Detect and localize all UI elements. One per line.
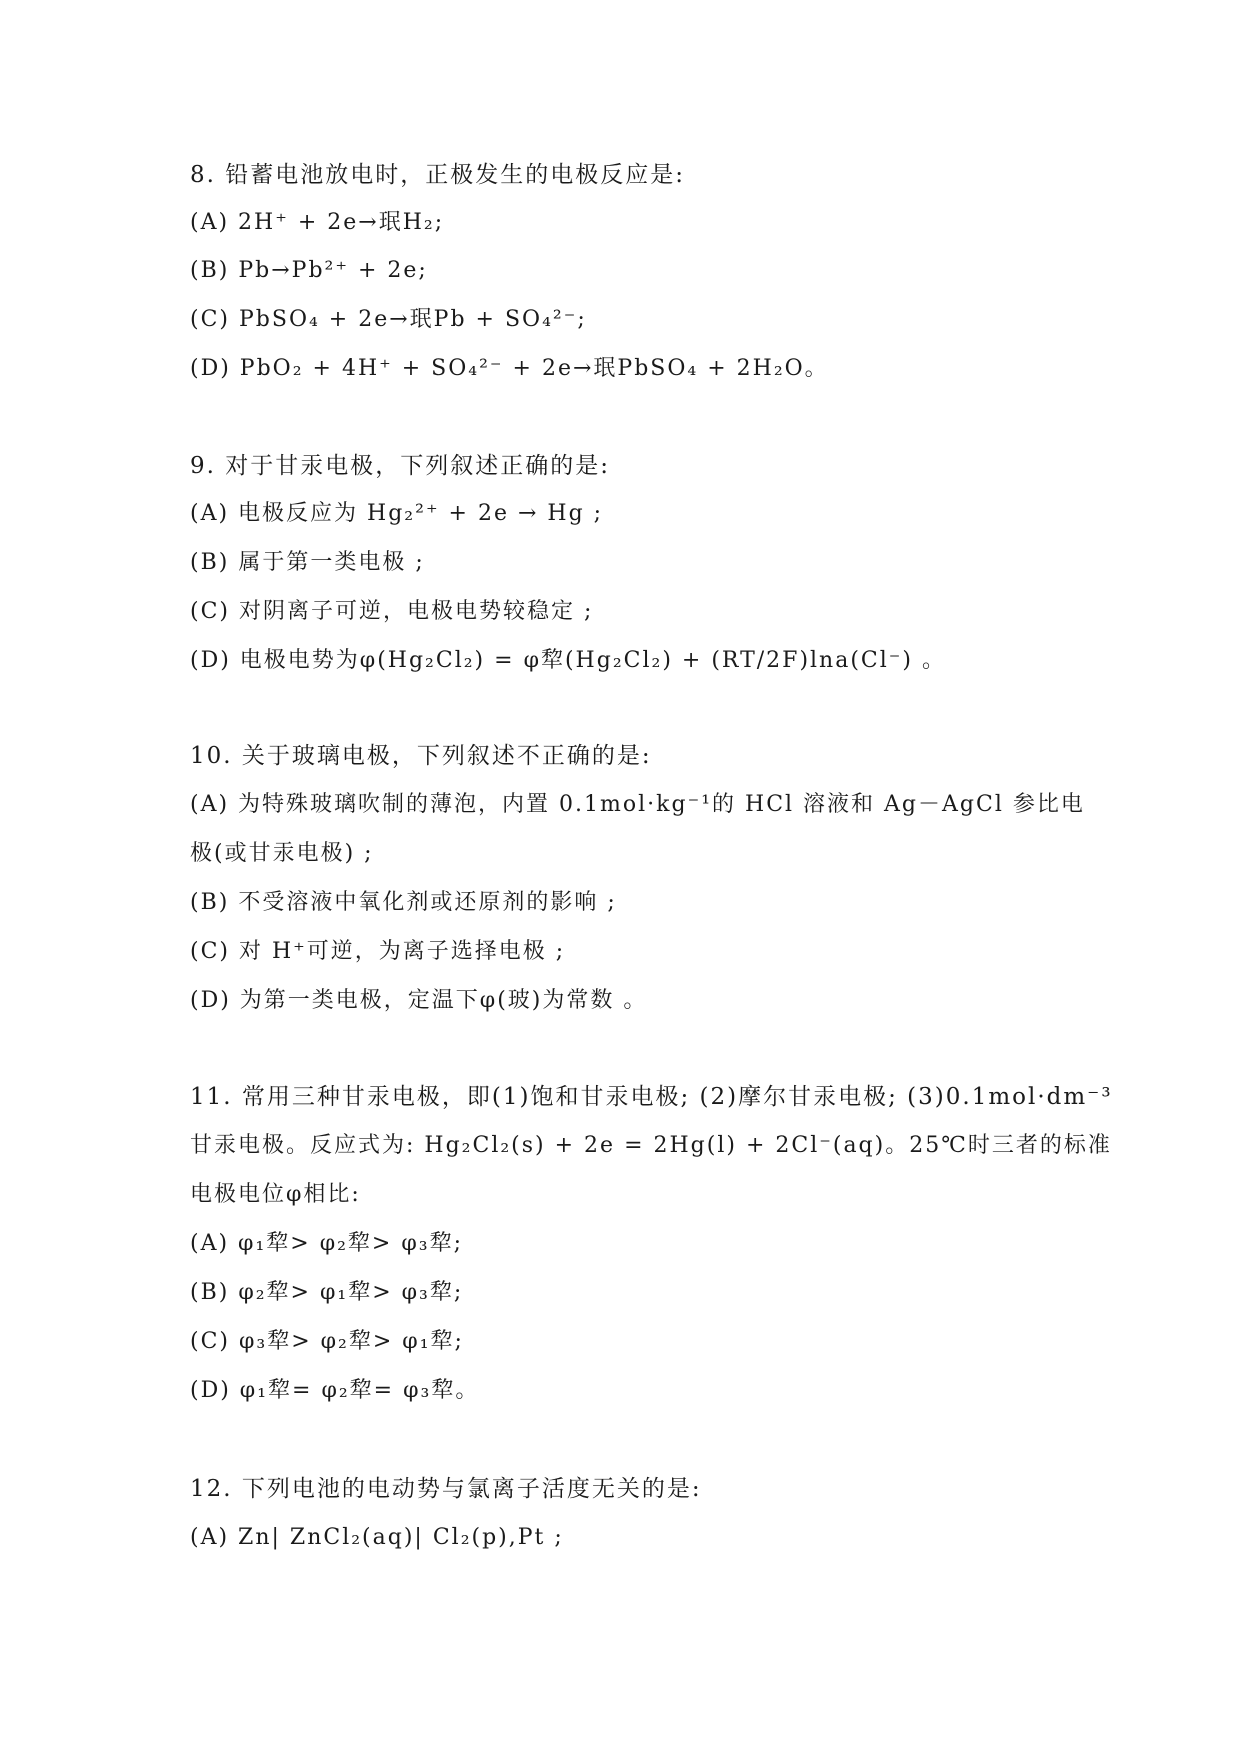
question-8-option-a: (A) 2H⁺ + 2e→珉H₂; (190, 210, 445, 235)
question-8-option-c: (C) PbSO₄ + 2e→珉Pb + SO₄²⁻; (190, 307, 587, 332)
question-9-option-d: (D) 电极电势为φ(Hg₂Cl₂) = φ犂(Hg₂Cl₂) + (RT/2F)lna(Cl⁻) 。 (190, 648, 946, 673)
question-9-stem: 9. 对于甘汞电极，下列叙述正确的是: (190, 453, 611, 479)
question-8-option-d: (D) PbO₂ + 4H⁺ + SO₄²⁻ + 2e→珉PbSO₄ + 2H₂O。 (190, 356, 829, 381)
question-10-option-b: (B) 不受溶液中氧化剂或还原剂的影响 ; (190, 890, 617, 915)
question-8-option-b: (B) Pb→Pb²⁺ + 2e; (190, 258, 428, 283)
question-11-option-d: (D) φ₁犂= φ₂犂= φ₃犂。 (190, 1378, 480, 1403)
question-10-option-d: (D) 为第一类电极，定温下φ(玻)为常数 。 (190, 988, 648, 1013)
question-11-stem-cont-2: 电极电位φ相比: (190, 1182, 361, 1207)
question-8-stem: 8. 铅蓄电池放电时，正极发生的电极反应是: (190, 162, 686, 188)
question-11-stem-cont-1: 甘汞电极。反应式为: Hg₂Cl₂(s) + 2e = 2Hg(l) + 2Cl⁻(aq)。25℃时三者的标准 (190, 1133, 1112, 1158)
question-11-stem: 11. 常用三种甘汞电极，即(1)饱和甘汞电极; (2)摩尔甘汞电极; (3)0.1mol·dm⁻³ (190, 1084, 1113, 1110)
question-9-option-a: (A) 电极反应为 Hg₂²⁺ + 2e → Hg ; (190, 501, 604, 526)
question-10-option-a: (A) 为特殊玻璃吹制的薄泡，内置 0.1mol·kg⁻¹的 HCl 溶液和 Ag－AgCl 参比电 (190, 792, 1085, 817)
question-11-option-b: (B) φ₂犂> φ₁犂> φ₃犂; (190, 1280, 464, 1305)
question-9-option-b: (B) 属于第一类电极 ; (190, 550, 425, 575)
question-9-option-c: (C) 对阴离子可逆，电极电势较稳定 ; (190, 599, 594, 624)
question-12-stem: 12. 下列电池的电动势与氯离子活度无关的是: (190, 1476, 702, 1502)
question-10-stem: 10. 关于玻璃电极，下列叙述不正确的是: (190, 743, 652, 769)
question-10-option-a-cont: 极(或甘汞电极) ; (190, 841, 374, 866)
question-11-option-c: (C) φ₃犂> φ₂犂> φ₁犂; (190, 1329, 464, 1354)
question-12-option-a: (A) Zn| ZnCl₂(aq)| Cl₂(p),Pt ; (190, 1525, 564, 1550)
question-10-option-c: (C) 对 H⁺可逆，为离子选择电极 ; (190, 939, 566, 964)
question-11-option-a: (A) φ₁犂> φ₂犂> φ₃犂; (190, 1231, 463, 1256)
